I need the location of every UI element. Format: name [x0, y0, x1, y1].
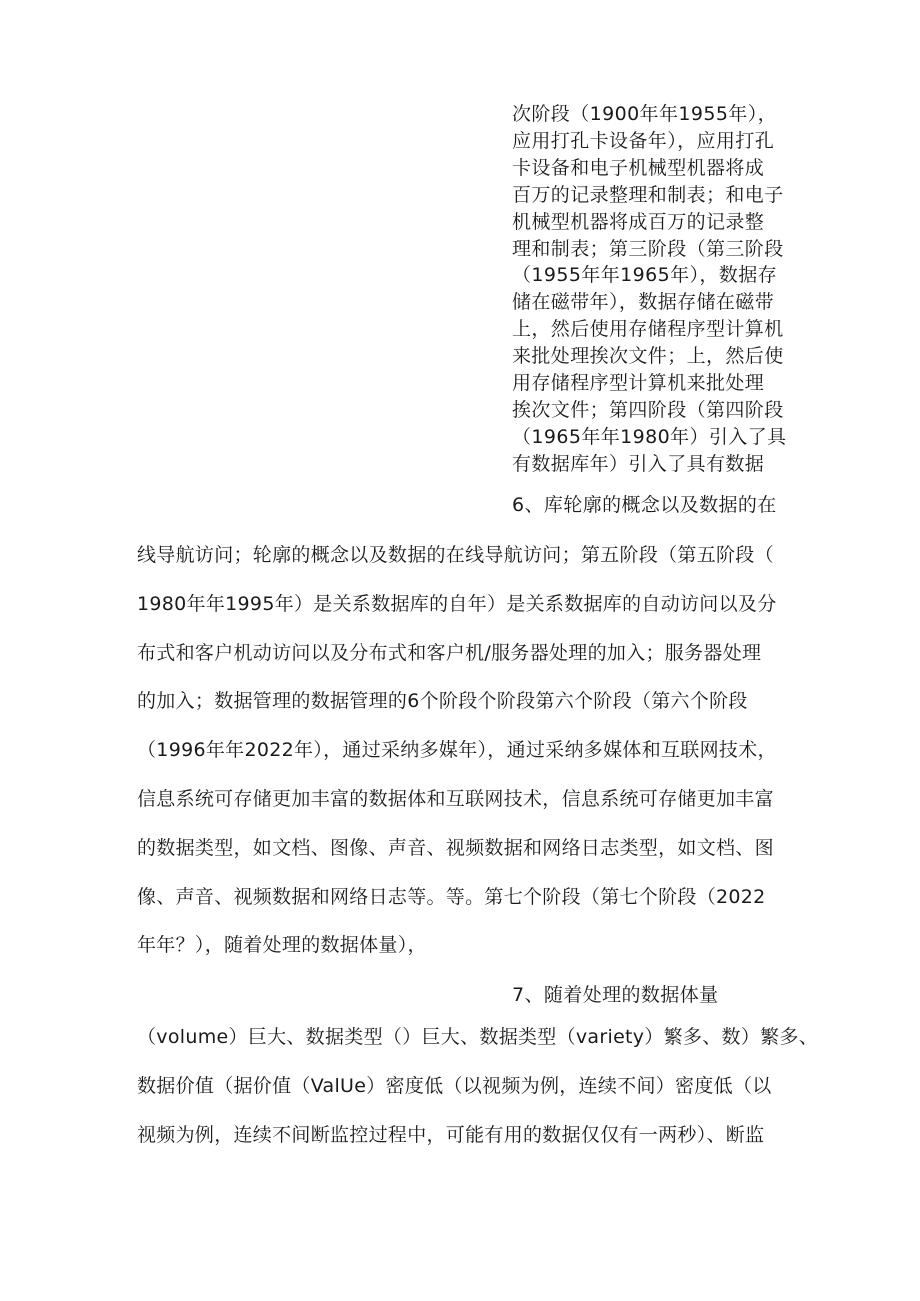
column-line: 次阶段（1900年年1955年）， [512, 103, 778, 125]
column-line: 挨次文件；第四阶段（第四阶段 [512, 398, 784, 421]
paragraph-line: 数据价值（据价值（ValUe）密度低（以视频为例，连续不间）密度低（以 [137, 1074, 772, 1097]
column-line: 来批处理挨次文件；上，然后使 [512, 345, 784, 368]
paragraph-line: 视频为例，连续不间断监控过程中，可能有用的数据仅仅有一两秒）、断监 [137, 1123, 765, 1146]
paragraph-line: 1980年年1995年）是关系数据库的自年）是关系数据库的自动访问以及分 [137, 592, 777, 615]
column-line: 卡设备和电子机械型机器将成 [512, 156, 765, 179]
paragraph-line: 像、声音、视频数据和网络日志等。等。第七个阶段（第七个阶段（2022 [137, 885, 766, 908]
section-7-heading: 7、随着处理的数据体量 [512, 984, 719, 1006]
column-line: 有数据库年）引入了具有数据 [512, 452, 765, 475]
paragraph-line: （1996年年2022年），通过采纳多媒年），通过采纳多媒体和互联网技术， [137, 739, 777, 762]
column-line: 理和制表；第三阶段（第三阶段 [512, 237, 784, 260]
paragraph-line: 线导航访问；轮廓的概念以及数据的在线导航访问；第五阶段（第五阶段（ [137, 544, 774, 566]
paragraph-line: 年年？），随着处理的数据体量）， [137, 934, 427, 957]
section-6-heading: 6、库轮廓的概念以及数据的在 [512, 494, 777, 516]
narrow-text-column [512, 101, 802, 478]
column-line: 百万的记录整理和制表；和电子 [512, 183, 784, 206]
column-line: （1955年年1965年），数据存 [512, 264, 778, 287]
column-line: 用存储程序型计算机来批处理 [512, 372, 765, 395]
column-line: （1965年年1980年）引入了具 [512, 425, 787, 448]
column-line: 储在磁带年），数据存储在磁带 [512, 291, 775, 314]
column-line: 应用打孔卡设备年），应用打孔 [512, 129, 775, 152]
column-line: 机械型机器将成百万的记录整 [512, 210, 765, 233]
section-6-paragraph [137, 531, 797, 970]
paragraph-line: 的加入；数据管理的数据管理的6个阶段个阶段第六个阶段（第六个阶段 [137, 690, 748, 713]
column-line: 上，然后使用存储程序型计算机 [512, 318, 784, 341]
paragraph-line: 信息系统可存储更加丰富的数据体和互联网技术，信息系统可存储更加丰富 [137, 787, 774, 810]
section-7-paragraph [137, 1013, 819, 1159]
paragraph-line: 的数据类型，如文档、图像、声音、视频数据和网络日志类型，如文档、图 [137, 836, 774, 859]
paragraph-line: （volume）巨大、数据类型（）巨大、数据类型（variety）繁多、数）繁多、 [137, 1026, 819, 1048]
paragraph-line: 布式和客户机动访问以及分布式和客户机/服务器处理的加入；服务器处理 [137, 641, 762, 664]
